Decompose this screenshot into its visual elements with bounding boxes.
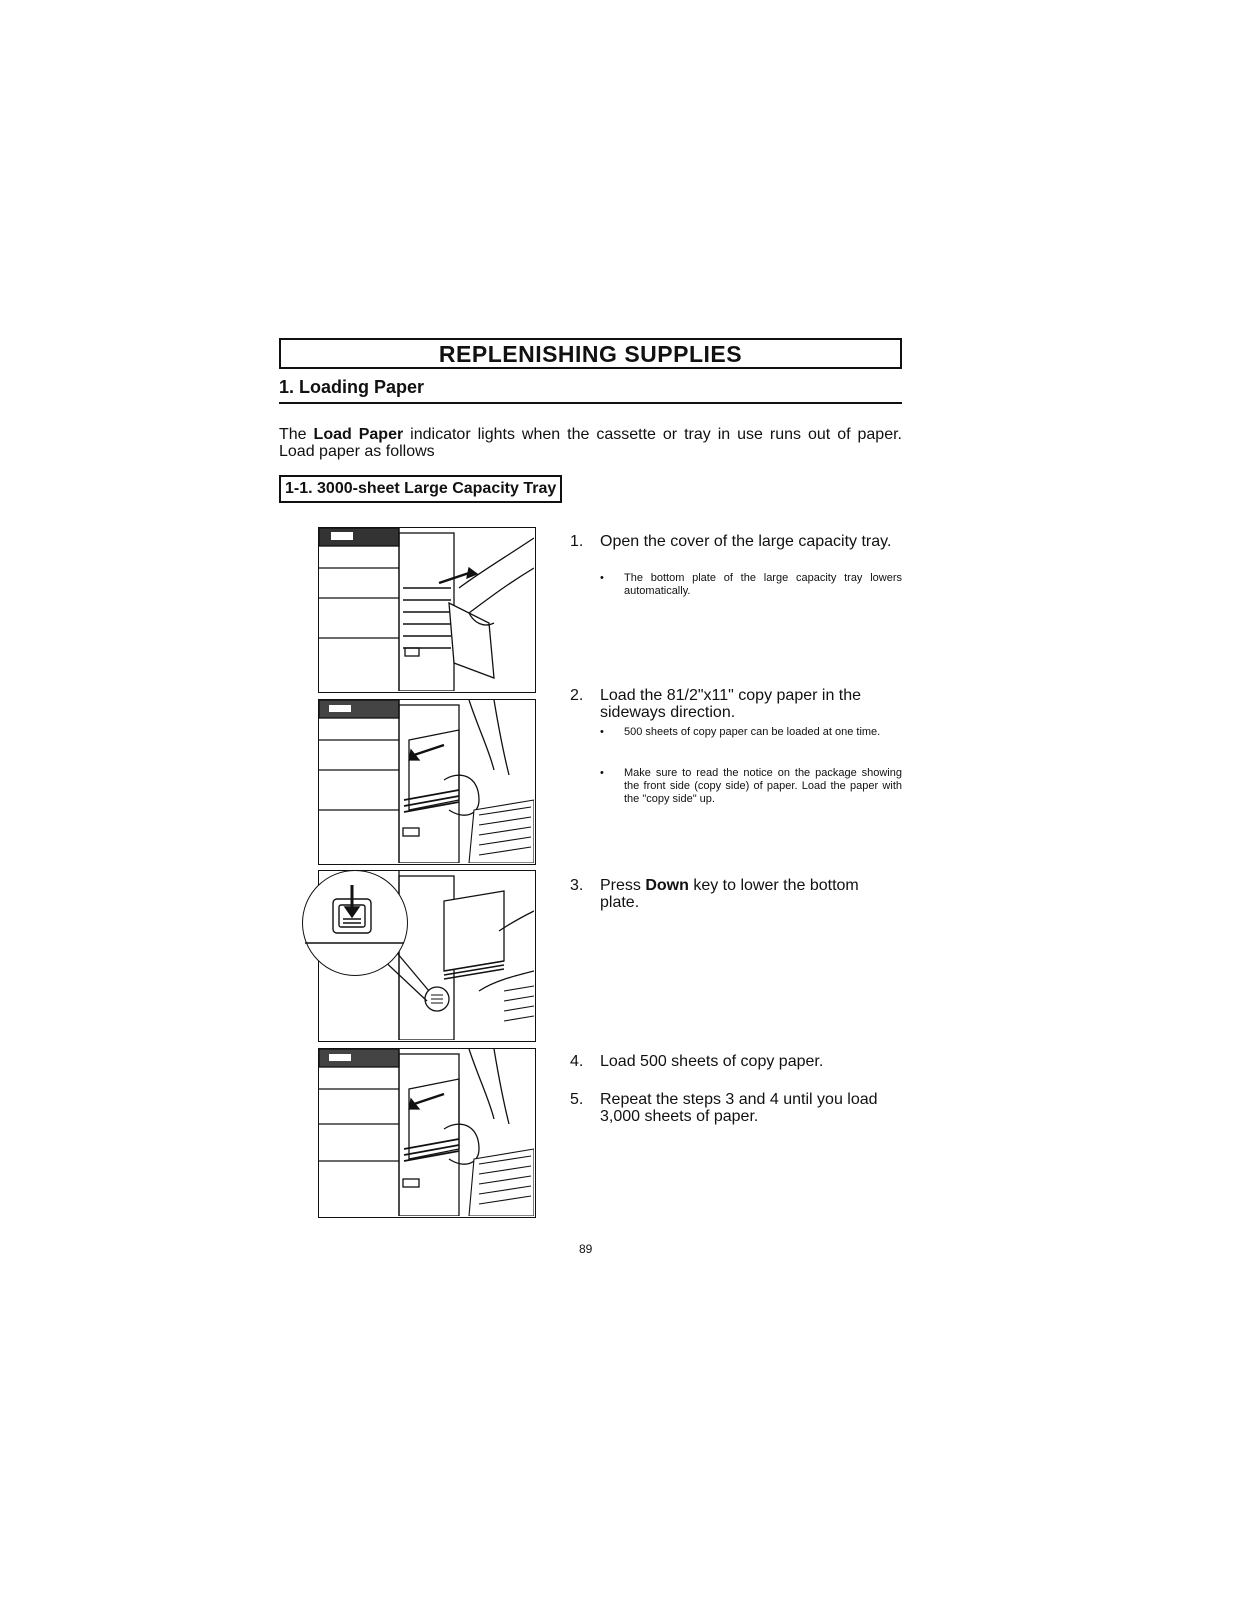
step-2: 2. Load the 81/2"x11" copy paper in the sideways direction. — [570, 687, 862, 721]
open-tray-cover-illustration — [318, 527, 536, 693]
page-number: 89 — [579, 1242, 593, 1256]
intro-paragraph: The Load Paper indicator lights when the cassette or tray in use runs out of paper. Load paper as follows — [279, 426, 902, 460]
load-500-sheets-illustration — [318, 1048, 536, 1218]
page-title-banner: REPLENISHING SUPPLIES — [279, 338, 902, 369]
step-1: 1. Open the cover of the large capacity tray. — [570, 533, 892, 550]
step-3: 3. Press Down key to lower the bottom plate. — [570, 877, 859, 911]
step-2-bullet-1: • 500 sheets of copy paper can be loaded at one time. — [600, 726, 881, 738]
down-key-icon — [303, 871, 406, 974]
section-title: 1. Loading Paper — [279, 377, 425, 397]
step-4: 4. Load 500 sheets of copy paper. — [570, 1053, 824, 1070]
step-2-bullet-2: • Make sure to read the notice on the package showing the front side (copy side) of paper. Load the paper with the "copy side" up. — [600, 767, 902, 805]
subsection-title: 1-1. 3000-sheet Large Capacity Tray — [279, 475, 562, 503]
step-5: 5. Repeat the steps 3 and 4 until you load 3,000 sheets of paper. — [570, 1091, 878, 1125]
step-1-bullet: • The bottom plate of the large capacity tray lowers automatically. — [600, 572, 902, 597]
down-key-zoom-callout — [302, 870, 408, 976]
load-paper-illustration — [318, 699, 536, 865]
section-divider — [279, 402, 902, 404]
